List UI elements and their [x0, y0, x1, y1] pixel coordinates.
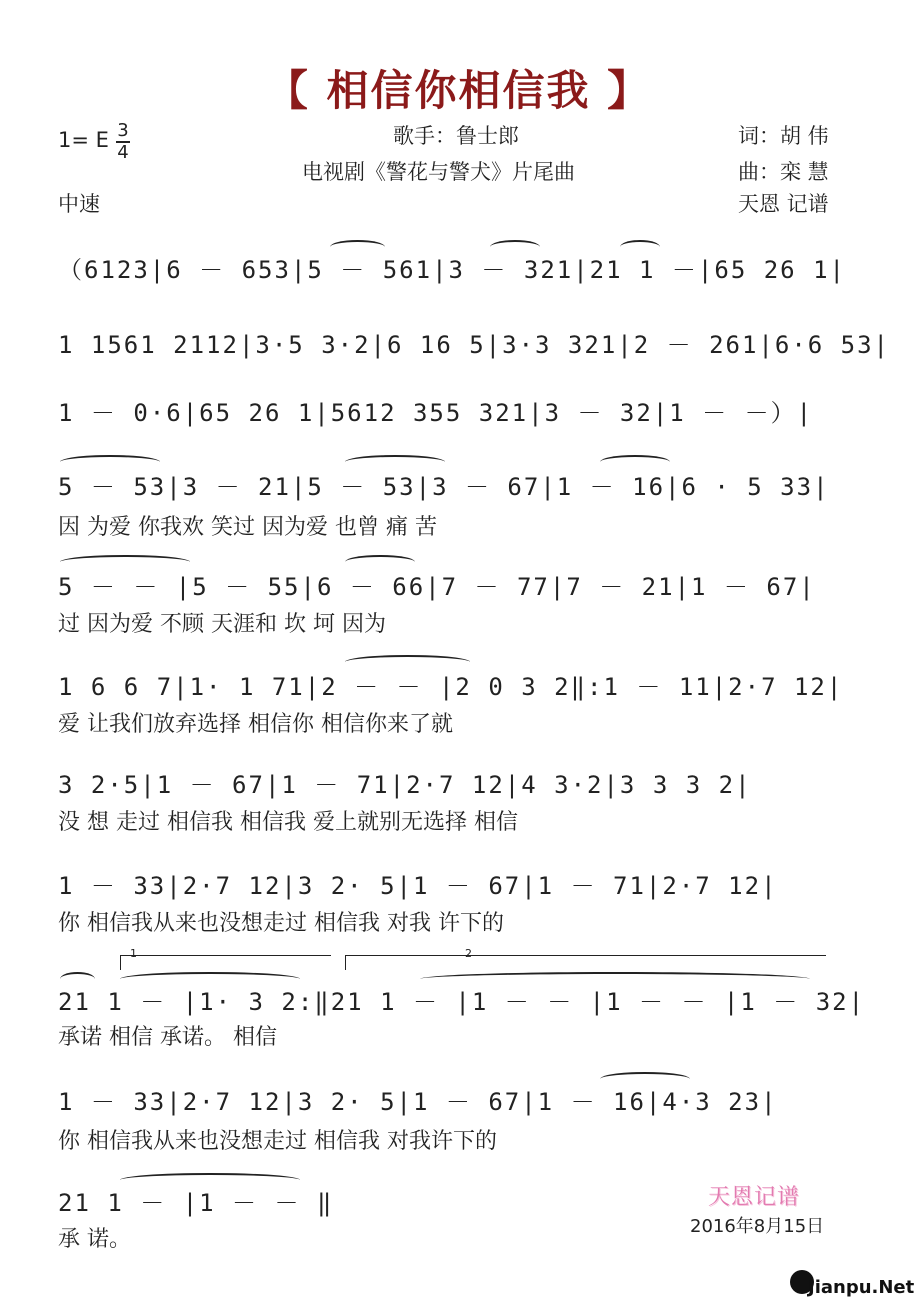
site-watermark: Jianpu.Net	[808, 1277, 915, 1298]
slur-mark	[345, 455, 445, 469]
score-row-10-notes: 1 － 33|2·7 12|3 2· 5|1 － 67|1 － 16|4·3 23|	[58, 1088, 778, 1116]
score-row-10-lyric: 你 相信我从来也没想走过 相信我 对我许下的	[58, 1129, 497, 1154]
score-row-1-notes: （6123|6 － 653|5 － 561|3 － 321|21 1 －|65 26 1|	[58, 256, 846, 284]
score-row-4-lyric: 因 为爱 你我欢 笑过 因为爱 也曾 痛 苦	[58, 515, 437, 540]
score-row-5-notes: 5 － － |5 － 55|6 － 66|7 － 77|7 － 21|1 － 67|	[58, 573, 816, 601]
slur-mark	[600, 1072, 690, 1086]
slur-mark	[420, 972, 810, 986]
score-row-5-lyric: 过 因为爱 不顾 天涯和 坎 坷 因为	[58, 612, 386, 637]
score-row-7-lyric: 没 想 走过 相信我 相信我 爱上就别无选择 相信	[58, 810, 518, 835]
first-ending-number: 1	[130, 947, 137, 960]
score-row-4-notes: 5 － 53|3 － 21|5 － 53|3 － 67|1 － 16|6 · 5 33|	[58, 473, 830, 501]
slur-mark	[490, 240, 540, 254]
singer-credit: 歌手：鲁士郎	[393, 124, 519, 148]
tempo-marking: 中速	[58, 192, 100, 216]
time-signature	[116, 122, 130, 162]
slur-mark	[600, 455, 670, 469]
source-credit: 电视剧《警花与警犬》片尾曲	[302, 160, 575, 184]
transcriber-stamp: 天恩记谱	[708, 1185, 801, 1210]
transcription-date: 2016年8月15日	[690, 1216, 825, 1237]
score-row-9-lyric: 承诺 相信 承诺。 相信	[58, 1025, 277, 1050]
score-row-9-notes: 21 1 － |1· 3 2:‖21 1 － |1 － － |1 － － |1 － 32|	[58, 988, 866, 1016]
slur-mark	[60, 555, 190, 569]
slur-mark	[620, 240, 660, 254]
slur-mark	[345, 555, 415, 569]
score-row-8-lyric: 你 相信我从来也没想走过 相信我 对我 许下的	[58, 911, 504, 936]
song-title: 【 相信你相信我 】	[265, 66, 652, 115]
slur-mark	[120, 1173, 300, 1187]
transcriber-credit: 天恩 记谱	[738, 192, 829, 216]
second-ending-bracket	[345, 955, 826, 970]
slur-mark	[345, 655, 470, 669]
score-row-7-notes: 3 2·5|1 － 67|1 － 71|2·7 12|4 3·2|3 3 3 2|	[58, 771, 752, 799]
time-signature-bottom: 4	[117, 142, 129, 163]
slur-mark	[60, 455, 160, 469]
score-row-6-lyric: 爱 让我们放弃选择 相信你 相信你来了就	[58, 712, 453, 737]
first-ending-bracket	[120, 955, 331, 970]
lyricist-credit: 词：胡 伟	[738, 124, 829, 148]
key-signature: 1= E	[58, 128, 109, 152]
score-row-3-notes: 1 － 0·6|65 26 1|5612 355 321|3 － 32|1 － －）|	[58, 399, 814, 427]
composer-credit: 曲：栾 慧	[738, 160, 829, 184]
score-row-6-notes: 1 6 6 7|1· 1 71|2 － － |2 0 3 2‖:1 － 11|2·7 12|	[58, 673, 844, 701]
score-row-8-notes: 1 － 33|2·7 12|3 2· 5|1 － 67|1 － 71|2·7 12|	[58, 872, 778, 900]
time-signature-top: 3	[117, 120, 129, 141]
score-row-11-notes: 21 1 － |1 － － ‖	[58, 1189, 334, 1217]
score-row-11-lyric: 承 诺。	[58, 1227, 131, 1252]
slur-mark	[330, 240, 385, 254]
slur-mark	[60, 972, 95, 986]
score-row-2-notes: 1 1561 2112|3·5 3·2|6 16 5|3·3 321|2 － 261|6·6 53|	[58, 331, 891, 359]
second-ending-number: 2	[465, 947, 472, 960]
slur-mark	[120, 972, 300, 986]
